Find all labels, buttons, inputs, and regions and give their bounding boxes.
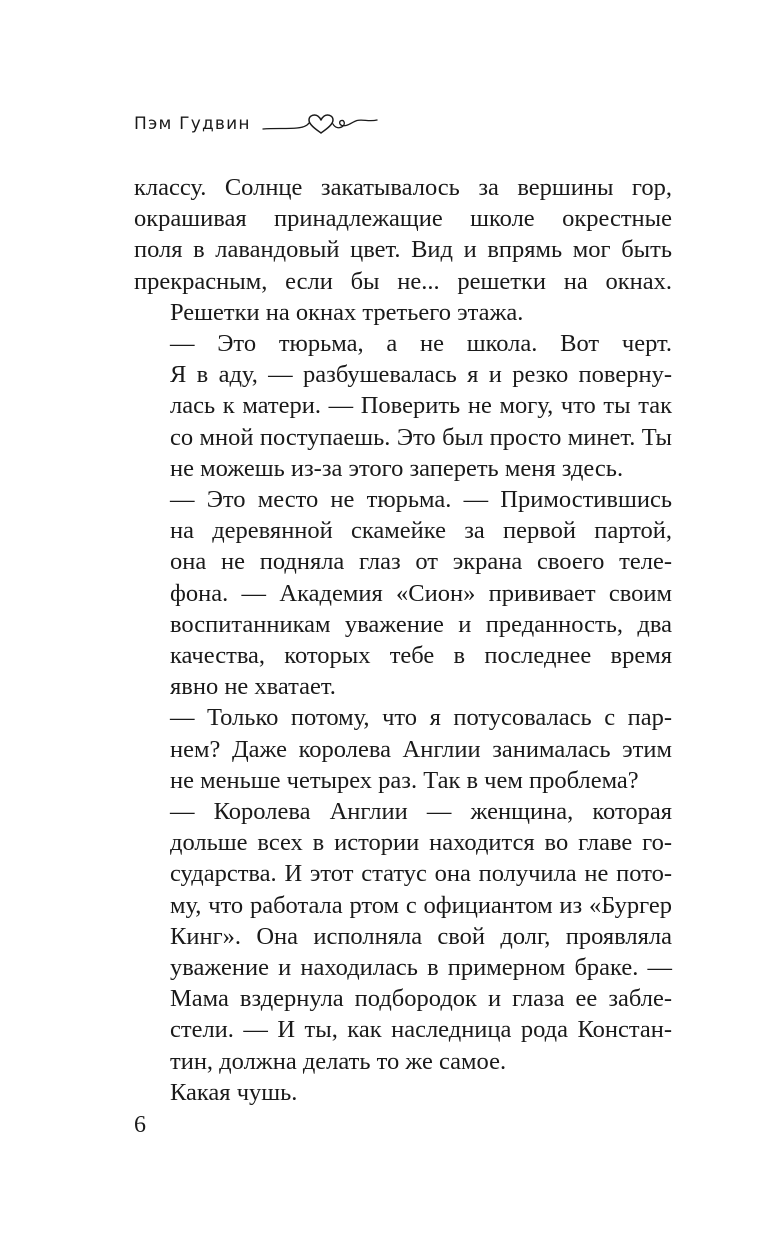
text-line: воспитанникам уважение и преданность, два (170, 610, 672, 638)
text-line: уважение и находилась в примерном браке. — (170, 954, 672, 982)
text-line: сударства. И этот статус она получила не пото- (170, 860, 672, 888)
text-line: — Это место не тюрьма. — Примостившись (170, 486, 672, 514)
text-line: му, что работала ртом с официантом из «Бургер (170, 891, 672, 919)
paragraph (134, 328, 672, 484)
text-line: — Королева Англии — женщина, которая (170, 798, 672, 826)
text-line: стели. — И ты, как наследница рода Констан- (170, 1016, 672, 1044)
paragraph (134, 484, 672, 702)
text-line: Решетки на окнах третьего этажа. (170, 298, 524, 326)
text-line: фона. — Академия «Сион» прививает своим (170, 579, 672, 607)
text-line: классу. Солнце закатывалось за вершины гор, (134, 174, 672, 201)
text-line: качества, которых тебе в последнее время (170, 642, 672, 670)
page-number: 6 (134, 1112, 146, 1138)
text-line: Какая чушь. (170, 1078, 298, 1106)
paragraph (134, 1077, 672, 1108)
text-line: тин, должна делать то же самое. (170, 1047, 507, 1075)
text-line: явно не хватает. (170, 673, 336, 701)
text-line: прекрасным, если бы не... решетки на окнах. (134, 267, 672, 295)
text-line: со мной поступаешь. Это был просто минет. Ты (170, 423, 672, 451)
text-line: дольше всех в истории находится во главе го- (170, 829, 672, 857)
text-line: не можешь из-за этого запереть меня здесь. (170, 454, 624, 482)
text-line: Кинг». Она исполняла свой долг, проявляла (170, 922, 672, 950)
paragraph (134, 172, 672, 297)
author-name: Пэм Гудвин (134, 114, 251, 134)
text-line: нем? Даже королева Англии занималась этим (170, 735, 672, 763)
heart-swirl-ornament-icon (261, 110, 381, 138)
paragraph (134, 297, 672, 328)
text-line: окрашивая принадлежащие школе окрестные (134, 205, 672, 233)
text-line: лась к матери. — Поверить не могу, что ты так (170, 392, 672, 420)
text-line: Мама вздернула подбородок и глаза ее забле- (170, 985, 672, 1013)
text-line: поля в лавандовый цвет. Вид и впрямь мог быть (134, 236, 672, 264)
text-line: на деревянной скамейке за первой партой, (170, 517, 672, 545)
paragraph (134, 702, 672, 796)
text-line: Я в аду, — разбушевалась я и резко поверну- (170, 361, 672, 389)
paragraph (134, 796, 672, 1077)
text-line: — Это тюрьма, а не школа. Вот черт. (170, 330, 672, 358)
text-line: она не подняла глаз от экрана своего теле- (170, 548, 672, 576)
text-line: — Только потому, что я потусовалась с пар- (170, 704, 672, 732)
running-header (134, 104, 381, 144)
body-text (134, 172, 672, 1108)
text-line: не меньше четырех раз. Так в чем проблема? (170, 766, 639, 794)
